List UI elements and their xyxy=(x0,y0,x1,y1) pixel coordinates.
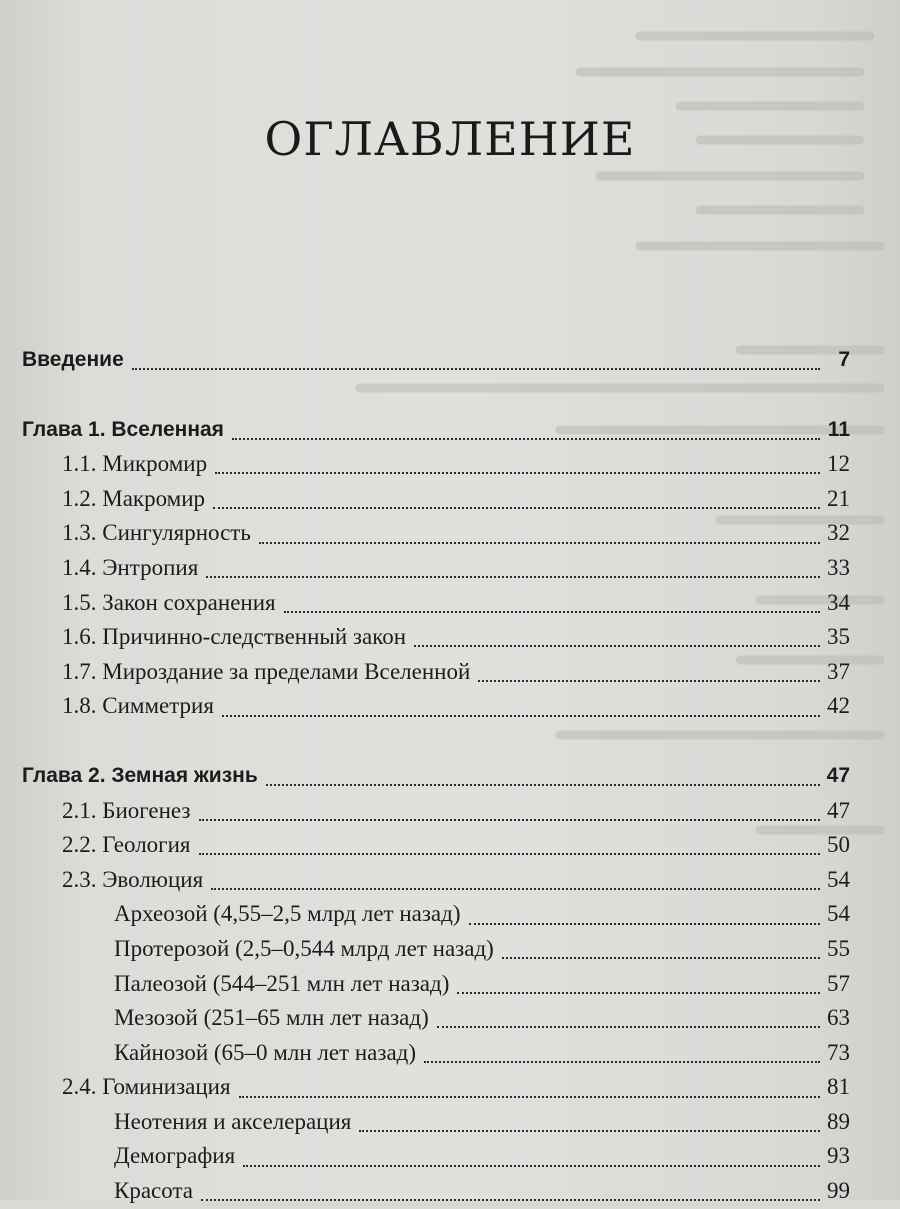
dot-leader xyxy=(437,1026,820,1028)
toc-page-number: 47 xyxy=(827,797,850,823)
toc-entry-label: 1.6. Причинно-следственный закон xyxy=(62,624,407,650)
dot-leader xyxy=(284,611,820,613)
toc-page-number: 63 xyxy=(827,1005,850,1031)
toc-section-entry xyxy=(22,620,850,655)
dot-leader xyxy=(239,1096,820,1098)
toc-entry-label: 1.5. Закон сохранения xyxy=(62,589,276,615)
toc-entry-label: 2.1. Биогенез xyxy=(62,797,191,823)
section-gap xyxy=(22,724,850,759)
toc-page-number: 35 xyxy=(827,624,850,650)
toc-section-entry xyxy=(22,794,850,829)
toc-page-number: 54 xyxy=(827,901,850,927)
toc-page-number: 42 xyxy=(827,693,850,719)
dot-leader xyxy=(211,888,820,890)
toc-entry-label: Палеозой (544–251 млн лет назад) xyxy=(114,970,450,996)
toc-page-number: 34 xyxy=(827,589,850,615)
dot-leader xyxy=(359,1130,820,1132)
toc-section-entry xyxy=(22,828,850,863)
toc-subsection-entry xyxy=(22,967,850,1002)
toc-subsection-entry xyxy=(22,932,850,967)
table-of-contents xyxy=(22,343,850,1209)
toc-entry-label: 2.3. Эволюция xyxy=(62,866,204,892)
toc-section-entry xyxy=(22,1070,850,1105)
toc-subsection-entry xyxy=(22,1001,850,1036)
toc-section-entry xyxy=(22,551,850,586)
dot-leader xyxy=(215,472,820,474)
toc-page-number: 33 xyxy=(827,554,850,580)
toc-subsection-entry xyxy=(22,1139,850,1174)
toc-page-number: 37 xyxy=(827,658,850,684)
toc-subsection-entry xyxy=(22,1174,850,1209)
toc-page-number: 54 xyxy=(827,866,850,892)
toc-section-entry xyxy=(22,655,850,690)
toc-entry-label: 1.1. Микромир xyxy=(62,451,208,477)
toc-section-entry xyxy=(22,482,850,517)
dot-leader xyxy=(478,680,820,682)
toc-entry-label: Демография xyxy=(114,1143,236,1169)
toc-entry-label: 1.2. Макромир xyxy=(62,485,206,511)
toc-subsection-entry xyxy=(22,897,850,932)
toc-entry-label: Глава 2. Земная жизнь xyxy=(22,763,258,787)
page-title: ОГЛАВЛЕНИЕ xyxy=(264,112,636,166)
toc-entry-label: 1.3. Сингулярность xyxy=(62,520,251,546)
toc-page-number: 99 xyxy=(827,1178,850,1204)
toc-chapter-entry xyxy=(22,759,850,794)
toc-entry-label: Мезозой (251–65 млн лет назад) xyxy=(114,1005,429,1031)
toc-entry-label: 1.4. Энтропия xyxy=(62,554,199,580)
toc-section-entry xyxy=(22,689,850,724)
toc-page-number: 89 xyxy=(827,1108,850,1134)
toc-page-number: 93 xyxy=(827,1143,850,1169)
toc-section-entry xyxy=(22,863,850,898)
dot-leader xyxy=(132,368,820,370)
dot-leader xyxy=(424,1061,820,1063)
toc-subsection-entry xyxy=(22,1036,850,1071)
dot-leader xyxy=(266,784,820,786)
dot-leader xyxy=(469,923,820,925)
toc-chapter-entry xyxy=(22,343,850,378)
toc-page-number: 55 xyxy=(827,935,850,961)
section-gap xyxy=(22,378,850,413)
dot-leader xyxy=(199,853,821,855)
toc-page-number: 81 xyxy=(827,1074,850,1100)
toc-entry-label: Красота xyxy=(114,1178,193,1204)
dot-leader xyxy=(206,576,820,578)
toc-entry-label: 1.7. Мироздание за пределами Вселенной xyxy=(62,658,471,684)
toc-page-number: 73 xyxy=(827,1039,850,1065)
toc-entry-label: Археозой (4,55–2,5 млрд лет назад) xyxy=(114,901,461,927)
toc-entry-label: Кайнозой (65–0 млн лет назад) xyxy=(114,1039,417,1065)
toc-entry-label: 1.8. Симметрия xyxy=(62,693,214,719)
toc-section-entry xyxy=(22,447,850,482)
dot-leader xyxy=(414,645,820,647)
toc-page-number: 21 xyxy=(827,485,850,511)
dot-leader xyxy=(222,715,820,717)
dot-leader xyxy=(457,992,820,994)
toc-chapter-entry xyxy=(22,413,850,448)
toc-section-entry xyxy=(22,586,850,621)
toc-entry-label: Глава 1. Вселенная xyxy=(22,417,224,441)
toc-entry-label: Протерозой (2,5–0,544 млрд лет назад) xyxy=(114,935,494,961)
toc-entry-label: Введение xyxy=(22,348,124,371)
toc-page-number: 32 xyxy=(827,520,850,546)
toc-section-entry xyxy=(22,516,850,551)
dot-leader xyxy=(259,542,820,544)
toc-page-number: 57 xyxy=(827,970,850,996)
toc-subsection-entry xyxy=(22,1105,850,1140)
toc-entry-label: 2.4. Гоминизация xyxy=(62,1074,231,1100)
toc-entry-label: Неотения и акселерация xyxy=(114,1108,352,1134)
toc-page-number: 7 xyxy=(838,348,850,371)
dot-leader xyxy=(243,1165,820,1167)
dot-leader xyxy=(502,957,820,959)
toc-page-number: 12 xyxy=(827,451,850,477)
dot-leader xyxy=(213,507,820,509)
toc-entry-label: 2.2. Геология xyxy=(62,832,191,858)
toc-page-number: 47 xyxy=(826,763,850,787)
dot-leader xyxy=(199,819,821,821)
dot-leader xyxy=(232,438,820,440)
toc-page-number: 11 xyxy=(827,417,850,441)
toc-page-number: 50 xyxy=(827,832,850,858)
